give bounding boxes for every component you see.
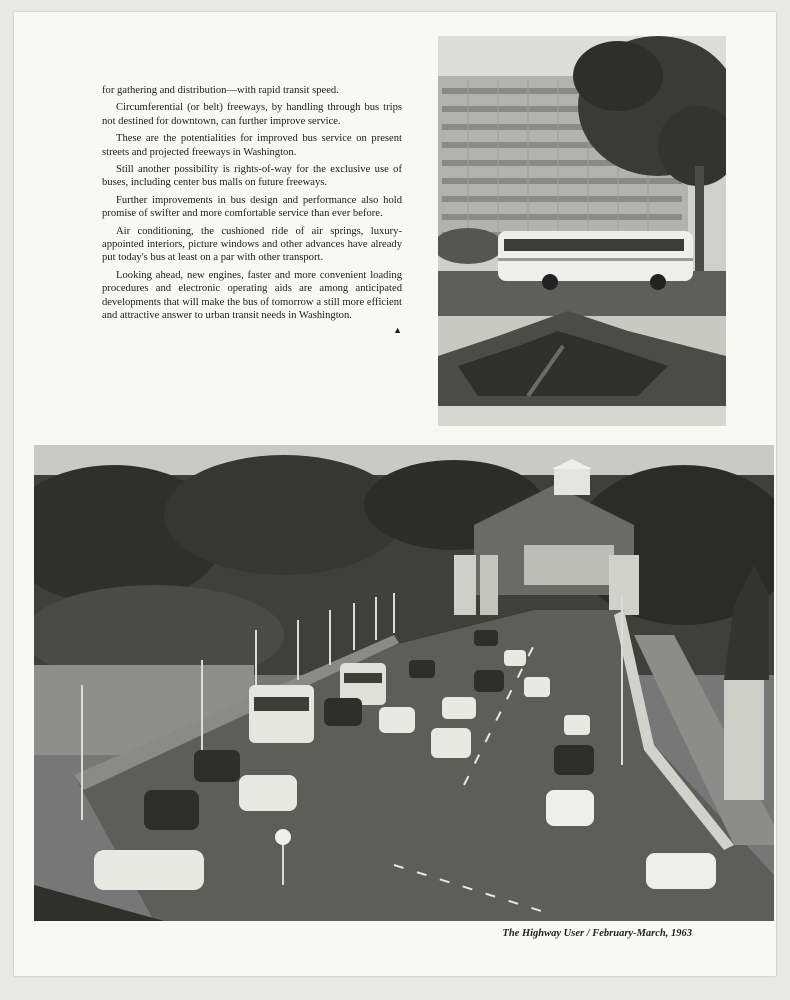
article-text-column: [102, 84, 402, 337]
paragraph: for gathering and distribution—with rapid transit speed.: [102, 85, 339, 96]
paragraph: Further improvements in bus design and performance also hold promise of swifter and more comfortable service than ever before.: [102, 194, 402, 220]
footer-caption: The Highway User / February-March, 1963: [502, 928, 692, 939]
end-mark-icon: ▲: [393, 324, 402, 335]
paragraph: Looking ahead, new engines, faster and more convenient loading procedures and electronic operating aids are among anticipated developments that will make the bus of tomorrow a still more efficient and attractive answer to urban transit needs in Washington.: [102, 269, 402, 322]
magazine-page: [14, 12, 776, 976]
bus-building-photo: [438, 36, 726, 426]
paragraph: Circumferential (or belt) freeways, by handling through bus trips not destined for downtown, can further improve service.: [102, 102, 402, 127]
paragraph: Air conditioning, the cushioned ride of air springs, luxury-appointed interiors, picture windows and other advances have already put today's bus at least on a par with other transport.: [102, 225, 402, 264]
bridge-traffic-photo: [34, 445, 774, 921]
paragraph: Still another possibility is rights-of-way for the exclusive use of buses, including center bus malls on future freeways.: [102, 164, 402, 189]
paragraph: These are the potentialities for improved bus service on present streets and projected freeways in Washington.: [102, 133, 402, 158]
